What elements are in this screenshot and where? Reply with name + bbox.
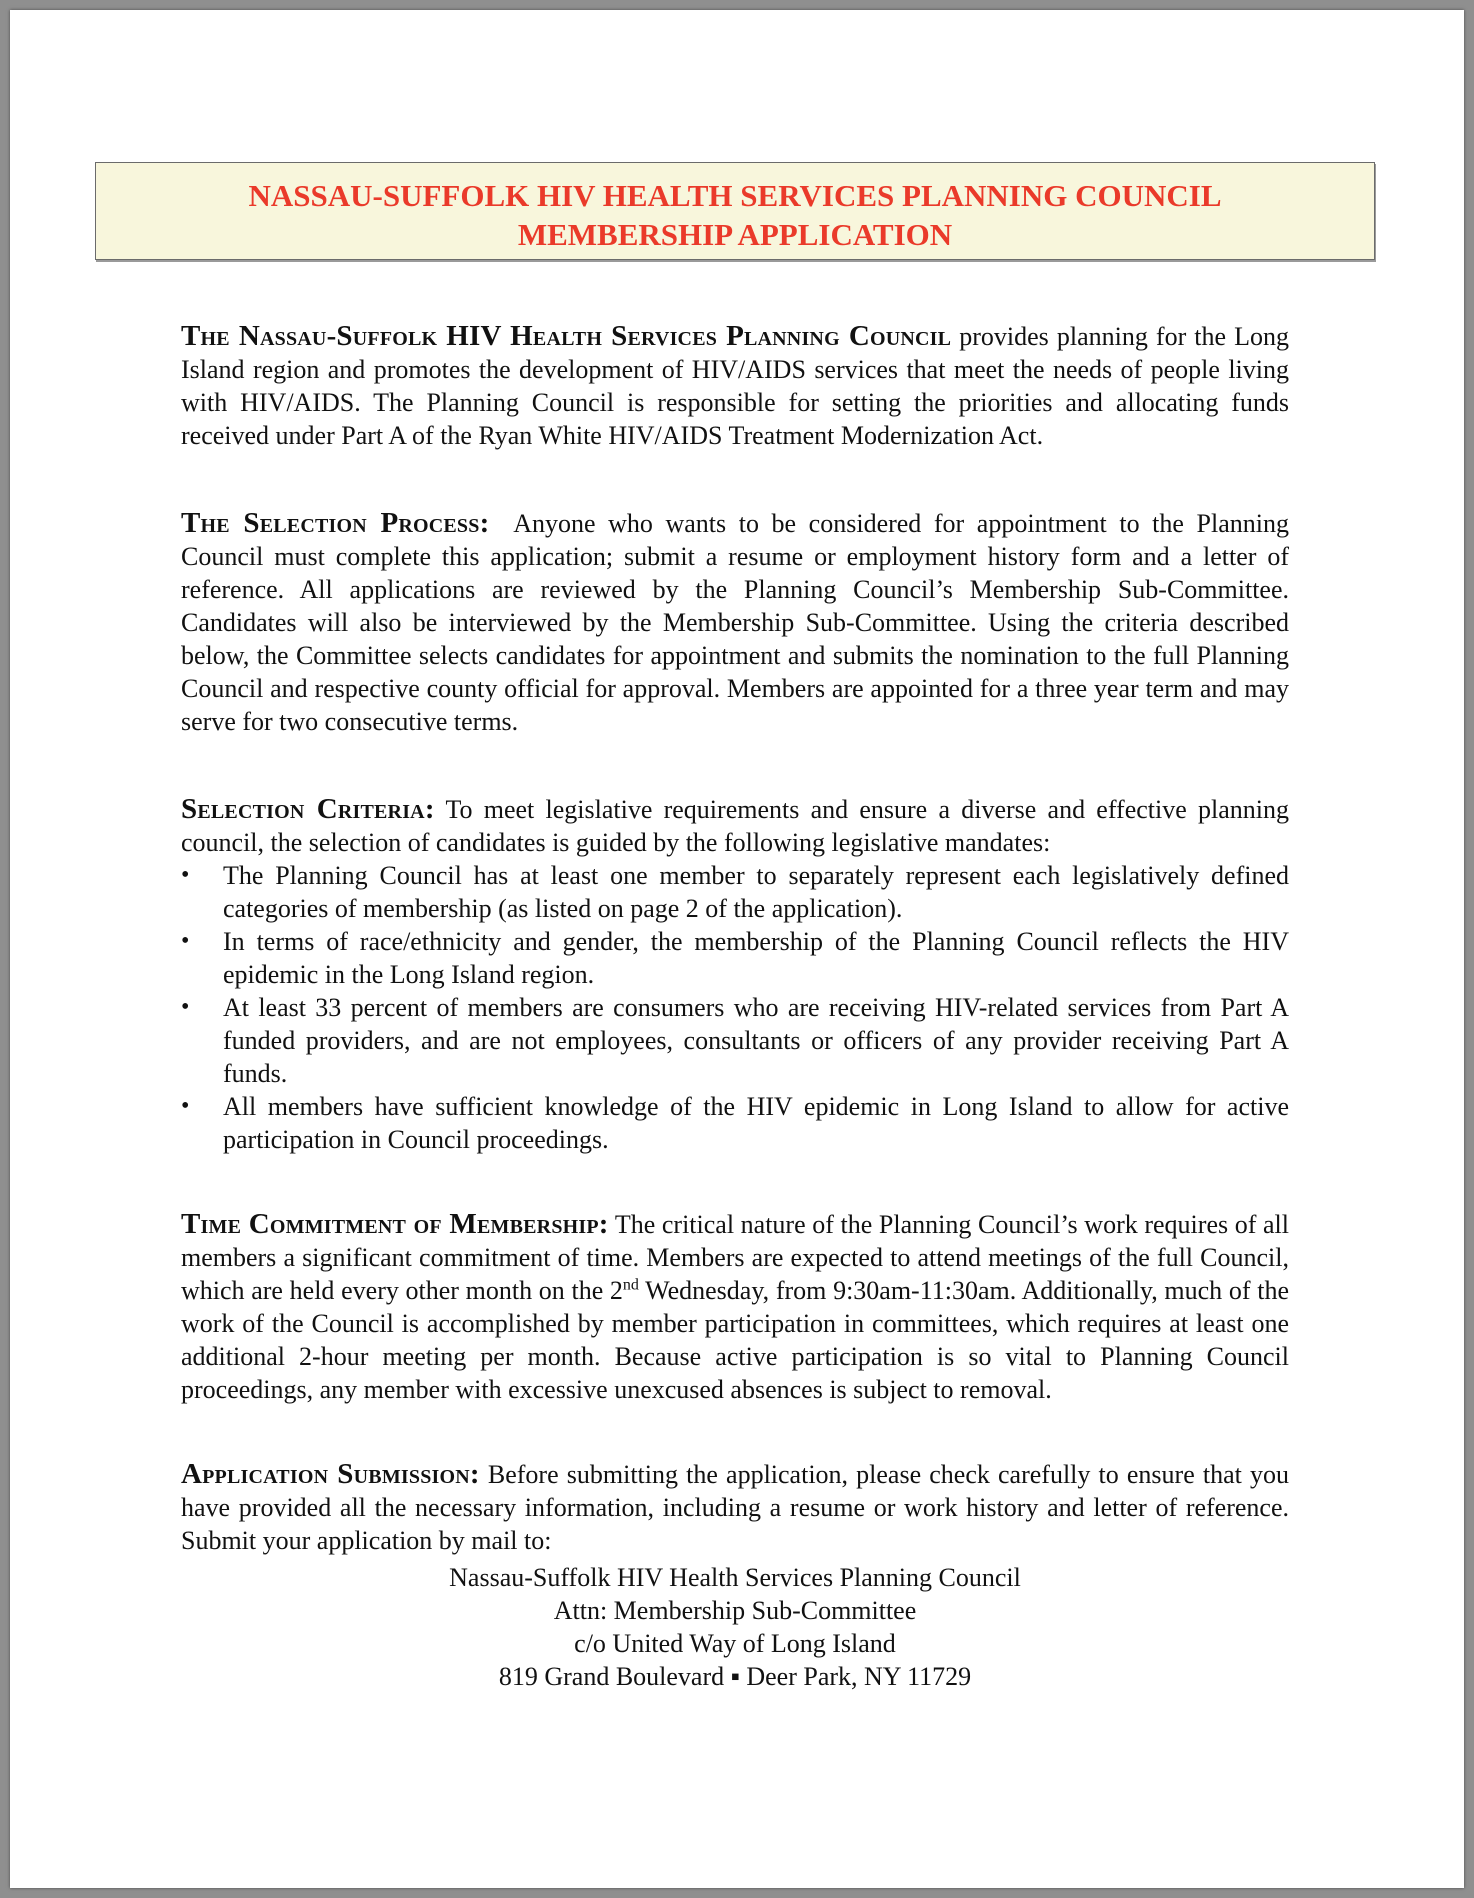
time-commitment-heading: Time Commitment of Membership: bbox=[181, 1208, 609, 1240]
address-line-street: 819 Grand Boulevard ▪ Deer Park, NY 11729 bbox=[498, 1662, 972, 1691]
selection-criteria-paragraph bbox=[181, 793, 1289, 859]
intro-paragraph bbox=[181, 320, 1289, 452]
bullet-icon: • bbox=[181, 994, 190, 1020]
time-commitment-text-a: The critical nature of the Planning Council’s work requires of all members a significant commitment of time. Members are expected to attend meetings of the full Council, which are held every other month on the 2 bbox=[181, 1210, 1289, 1305]
bullet-icon: • bbox=[181, 928, 190, 954]
bullet-icon: • bbox=[181, 1093, 190, 1119]
mailing-address bbox=[181, 1561, 1289, 1693]
title-banner bbox=[95, 162, 1375, 260]
selection-process-paragraph bbox=[181, 507, 1296, 738]
list-item bbox=[181, 859, 1289, 925]
selection-criteria-text: To meet legislative requirements and ensure a diverse and effective planning council, the selection of candidates is guided by the following legislative mandates: bbox=[181, 795, 1289, 857]
document-body bbox=[181, 320, 1296, 1693]
selection-process-heading: The Selection Process: bbox=[181, 507, 490, 539]
page-title: NASSAU-SUFFOLK HIV HEALTH SERVICES PLANNING COUNCIL bbox=[248, 178, 1222, 213]
selection-criteria-heading: Selection Criteria: bbox=[181, 793, 435, 825]
page-subtitle: MEMBERSHIP APPLICATION bbox=[517, 217, 953, 252]
address-line-care-of: c/o United Way of Long Island bbox=[574, 1629, 896, 1658]
application-submission-heading: Application Submission: bbox=[181, 1458, 480, 1490]
list-item bbox=[181, 1090, 1289, 1156]
criteria-text: The Planning Council has at least one member to separately represent each legislatively defined categories of membership (as listed on page 2 of the application). bbox=[223, 861, 1289, 923]
intro-lead: The Nassau-Suffolk HIV Health Services Planning Council bbox=[181, 320, 952, 352]
list-item bbox=[181, 991, 1289, 1090]
criteria-text: At least 33 percent of members are consumers who are receiving HIV-related services from Part A funded providers, and are not employees, consultants or officers of any provider receiving Part A funds. bbox=[223, 993, 1289, 1088]
document-page bbox=[10, 10, 1464, 1888]
criteria-text: All members have sufficient knowledge of the HIV epidemic in Long Island to allow for active participation in Council proceedings. bbox=[223, 1092, 1289, 1154]
selection-criteria-section bbox=[181, 793, 1289, 1156]
time-commitment-paragraph bbox=[181, 1208, 1289, 1406]
ordinal-suffix: nd bbox=[622, 1276, 639, 1294]
selection-process-text: Anyone who wants to be considered for appointment to the Planning Council must complete this application; submit a resume or employment history form and a letter of reference. All applications are reviewed by the Planning Council’s Membership Sub-Committee. Candidates will also be interviewed by the Membership Sub-Committee. Using the criteria described below, the Committee selects candidates for appointment and submits the nomination to the full Planning Council and respective county official for approval. Members are appointed for a three year term and may serve for two consecutive terms. bbox=[181, 509, 1296, 736]
application-submission-paragraph bbox=[181, 1458, 1289, 1557]
list-item bbox=[181, 925, 1289, 991]
address-line-organization: Nassau-Suffolk HIV Health Services Planning Council bbox=[449, 1563, 1021, 1592]
time-commitment-text-b: Wednesday, from 9:30am-11:30am. Additionally, much of the work of the Council is accomplished by member participation in committees, which requires at least one additional 2-hour meeting per month. Because active participation is so vital to Planning Council proceedings, any member with excessive unexcused absences is subject to removal. bbox=[181, 1276, 1289, 1404]
intro-text: provides planning for the Long Island region and promotes the development of HIV/AIDS services that meet the needs of people living with HIV/AIDS. The Planning Council is responsible for setting the priorities and allocating funds received under Part A of the Ryan White HIV/AIDS Treatment Modernization Act. bbox=[181, 322, 1289, 450]
criteria-list bbox=[181, 859, 1289, 1156]
address-line-attention: Attn: Membership Sub-Committee bbox=[553, 1596, 917, 1625]
bullet-icon: • bbox=[181, 862, 190, 888]
criteria-text: In terms of race/ethnicity and gender, the membership of the Planning Council reflects the HIV epidemic in the Long Island region. bbox=[223, 927, 1289, 989]
application-submission-text: Before submitting the application, please check carefully to ensure that you have provided all the necessary information, including a resume or work history and letter of reference. Submit your application by mail to: bbox=[181, 1460, 1289, 1555]
